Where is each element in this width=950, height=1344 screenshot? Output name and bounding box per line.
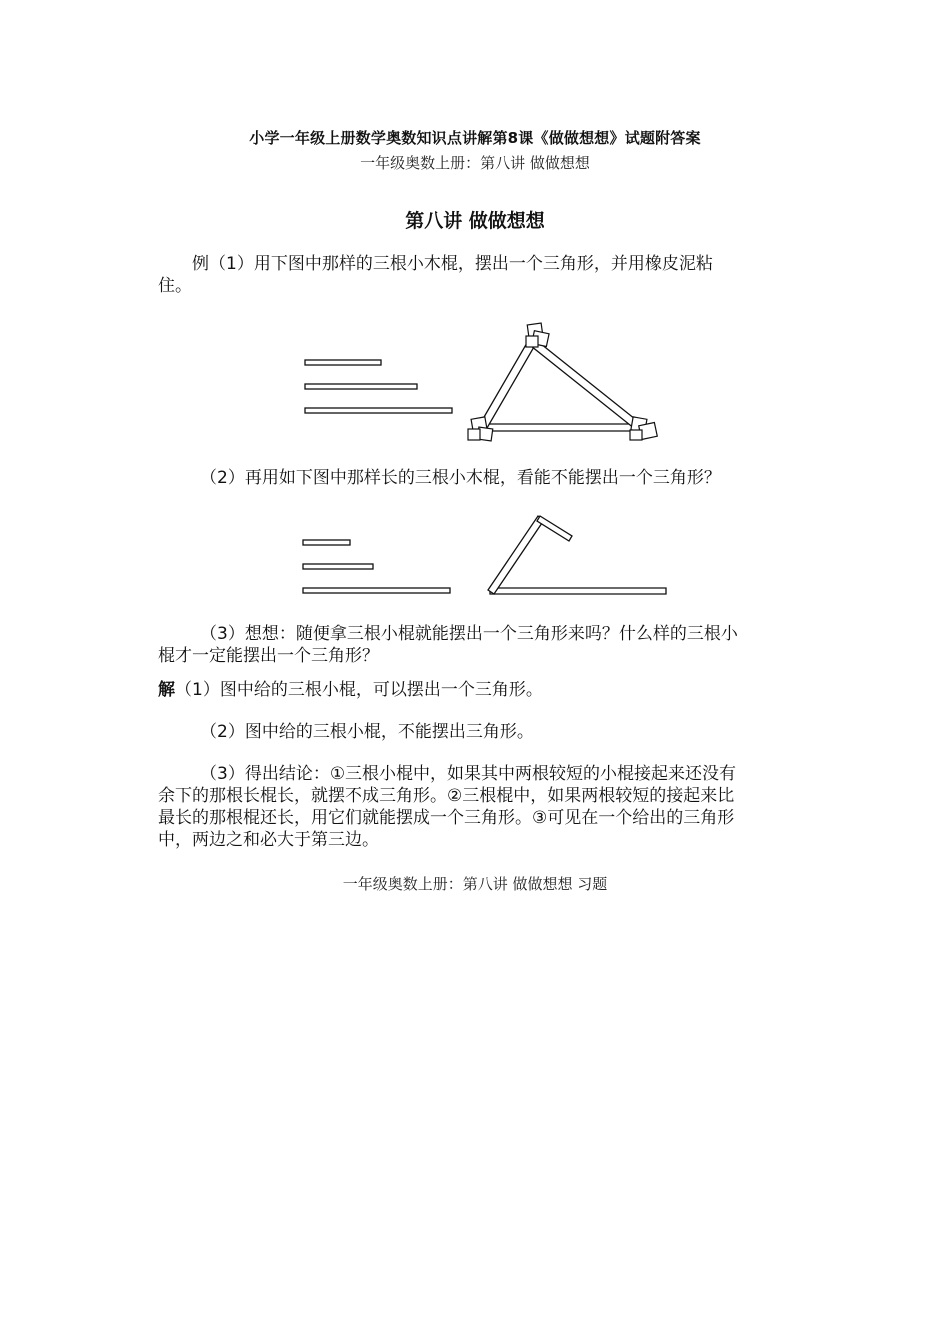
subtitle: 一年级奥数上册：第八讲 做做想想 [360,154,590,172]
long-stick [305,408,452,413]
long-stick [303,588,450,593]
example-q1-line1: 例（1）用下图中那样的三根小木棍，摆出一个三角形，并用橡皮泥粘 [192,254,713,274]
example-q2: （2）再用如下图中那样长的三根小木棍，看能不能摆出一个三角形？ [200,468,721,488]
example-q3-line2: 棍才一定能摆出一个三角形？ [158,646,379,666]
open-angle-shape [488,516,666,594]
next-section-heading: 一年级奥数上册：第八讲 做做想想 习题 [342,875,608,893]
short-stick [303,540,350,545]
example-q3-line1: （3）想想：随便拿三根小棍就能摆出一个三角形来吗？什么样的三根小 [200,624,738,644]
clay-right [630,417,657,440]
figure-2-sticks-angle [300,510,670,600]
solution-a3-line1: （3）得出结论：①三根小棍中，如果其中两根较短的小棍接起来还没有 [200,764,737,784]
solution-a3-line4: 中，两边之和必大于第三边。 [158,830,379,850]
solution-a3-line3: 最长的那根棍还长，用它们就能摆成一个三角形。③可见在一个给出的三角形 [158,808,735,828]
solution-a2: （2）图中给的三根小棍，不能摆出三角形。 [200,722,534,742]
medium-stick [303,564,373,569]
solution-a3-line2: 余下的那根长棍长，就摆不成三角形。②三根棍中，如果两根较短的接起来比 [158,786,735,806]
lesson-title: 第八讲 做做想想 [405,210,545,232]
medium-stick [305,384,417,389]
document-title: 小学一年级上册数学奥数知识点讲解第8课《做做想想》试题附答案 [249,129,701,147]
figure-1-sticks-triangle [300,318,670,448]
short-stick [305,360,381,365]
triangle-shape [468,323,657,441]
example-q1-line2: 住。 [158,276,192,296]
clay-top [526,323,549,347]
solution-a1 [158,680,543,700]
solution-label: 解 [158,680,175,700]
solution-a1-text: （1）图中给的三根小棍，可以摆出一个三角形。 [175,680,543,700]
